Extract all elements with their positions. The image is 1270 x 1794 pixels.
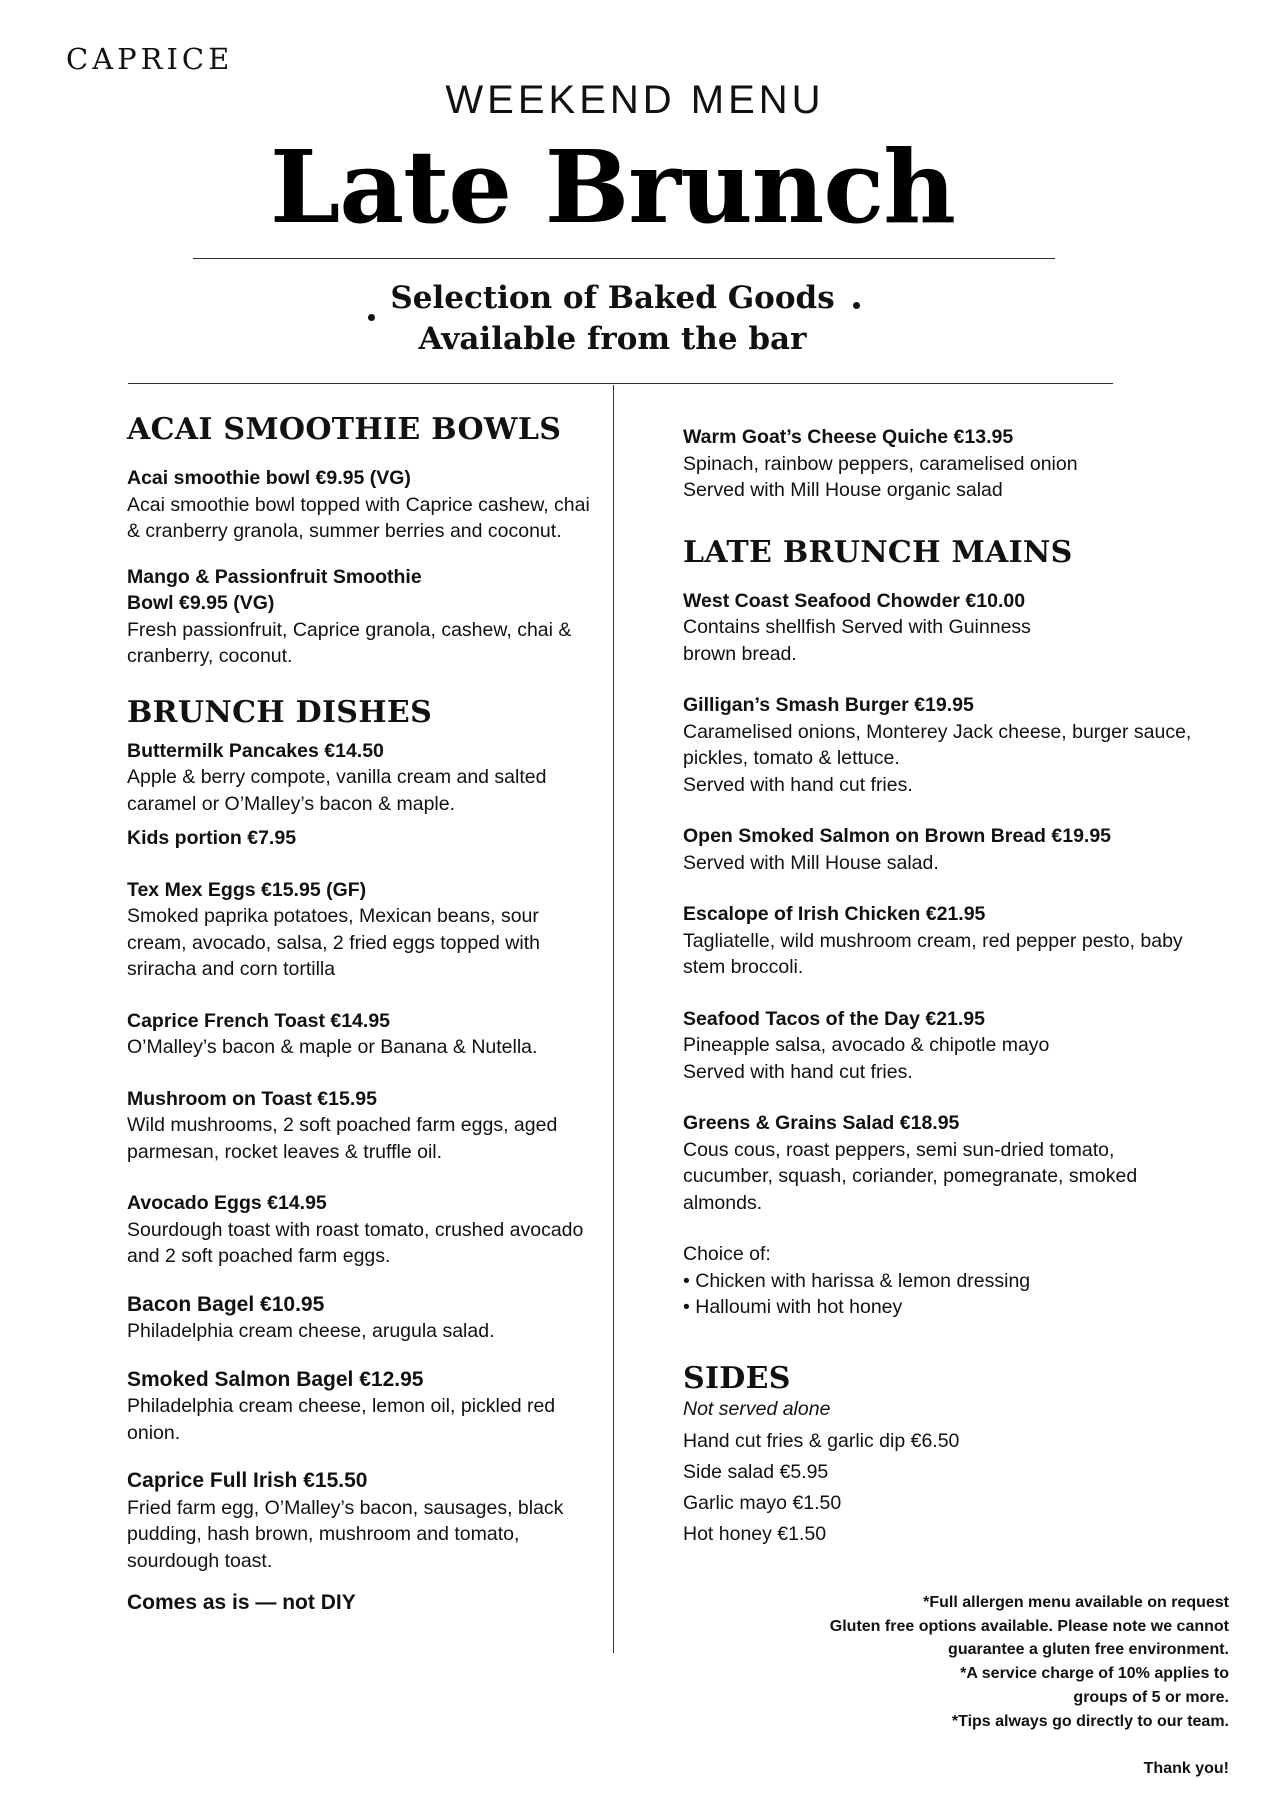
bullet-dot-right bbox=[853, 302, 860, 309]
gluten-note: guarantee a gluten free environment. bbox=[948, 1641, 1229, 1659]
item-description: Served with hand cut fries. bbox=[683, 773, 913, 796]
item-name: Caprice French Toast €14.95 bbox=[127, 1009, 391, 1032]
right-column bbox=[683, 424, 1193, 1550]
item-description: Served with Mill House organic salad bbox=[683, 479, 1003, 501]
thank-you: Thank you! bbox=[1143, 1760, 1229, 1778]
item-description: Apple & berry compote, vanilla cream and salted caramel or O’Malley’s bacon & maple. bbox=[127, 766, 547, 815]
section-heading-brunch: BRUNCH DISHES bbox=[127, 694, 433, 730]
item-name: Bacon Bagel €10.95 bbox=[127, 1292, 325, 1316]
left-column bbox=[127, 412, 597, 1617]
item-description: Spinach, rainbow peppers, caramelised onion bbox=[683, 452, 1078, 475]
menu-item-quiche bbox=[683, 424, 1193, 504]
item-description: Fresh passionfruit, Caprice granola, cashew, chai & cranberry, coconut. bbox=[127, 618, 572, 667]
item-name: Greens & Grains Salad €18.95 bbox=[683, 1112, 960, 1134]
choice-option: • Halloumi with hot honey bbox=[683, 1296, 903, 1318]
footer-notes bbox=[709, 1591, 1229, 1781]
menu-item-tacos bbox=[683, 1006, 1193, 1086]
item-name: Bowl €9.95 (VG) bbox=[127, 592, 275, 614]
item-name: West Coast Seafood Chowder €10.00 bbox=[683, 589, 1026, 612]
tips-note: *Tips always go directly to our team. bbox=[951, 1712, 1229, 1730]
menu-item-acai-bowl bbox=[127, 465, 597, 545]
service-charge-note: groups of 5 or more. bbox=[1073, 1688, 1229, 1706]
menu-item-bacon-bagel bbox=[127, 1292, 597, 1345]
item-name: Caprice Full Irish €15.50 bbox=[127, 1469, 368, 1492]
menu-item-french-toast bbox=[127, 1008, 597, 1061]
item-name: Smoked Salmon Bagel €12.95 bbox=[127, 1367, 424, 1391]
full-irish-note: Comes as is — not DIY bbox=[127, 1591, 356, 1614]
item-name: Avocado Eggs €14.95 bbox=[127, 1192, 327, 1214]
side-item: Hot honey €1.50 bbox=[683, 1523, 827, 1545]
choice-option: • Chicken with harissa & lemon dressing bbox=[683, 1269, 1031, 1292]
menu-item-burger bbox=[683, 692, 1193, 798]
kids-portion: Kids portion €7.95 bbox=[127, 827, 297, 849]
item-name: Tex Mex Eggs €15.95 (GF) bbox=[127, 878, 367, 901]
section-heading-acai: ACAI SMOOTHIE BOWLS bbox=[127, 412, 562, 447]
item-description: Contains shellfish Served with Guinness brown bread. bbox=[683, 616, 1031, 665]
column-divider bbox=[613, 385, 614, 1653]
item-name: Warm Goat’s Cheese Quiche €13.95 bbox=[683, 426, 1014, 448]
side-item: Hand cut fries & garlic dip €6.50 bbox=[683, 1430, 960, 1452]
sides-note: Not served alone bbox=[683, 1397, 831, 1420]
item-description: Cous cous, roast peppers, semi sun-dried tomato, cucumber, squash, coriander, pomegranate, smoked almonds. bbox=[683, 1138, 1138, 1214]
item-name: Mango & Passionfruit Smoothie bbox=[127, 565, 422, 588]
salad-choice-list bbox=[683, 1241, 1193, 1321]
item-name: Escalope of Irish Chicken €21.95 bbox=[683, 903, 986, 925]
divider bbox=[128, 383, 1113, 384]
side-item: Side salad €5.95 bbox=[683, 1461, 829, 1483]
side-item: Garlic mayo €1.50 bbox=[683, 1492, 842, 1514]
item-description: Acai smoothie bowl topped with Caprice cashew, chai & cranberry granola, summer berries and coconut. bbox=[127, 493, 590, 542]
item-name: Buttermilk Pancakes €14.50 bbox=[127, 739, 384, 762]
baked-goods-note bbox=[0, 278, 1225, 360]
item-name: Seafood Tacos of the Day €21.95 bbox=[683, 1007, 985, 1030]
item-description: Caramelised onions, Monterey Jack cheese, burger sauce, pickles, tomato & lettuce. bbox=[683, 720, 1192, 769]
item-name: Acai smoothie bowl €9.95 (VG) bbox=[127, 467, 411, 489]
menu-item-full-irish bbox=[127, 1468, 597, 1574]
item-description: Tagliatelle, wild mushroom cream, red pepper pesto, baby stem broccoli. bbox=[683, 929, 1183, 978]
brand-logo: CAPRICE bbox=[66, 42, 234, 76]
menu-item-mango-bowl bbox=[127, 564, 597, 670]
item-description: Pineapple salsa, avocado & chipotle mayo bbox=[683, 1034, 1050, 1056]
item-name: Gilligan’s Smash Burger €19.95 bbox=[683, 694, 974, 716]
menu-item-chowder bbox=[683, 588, 1193, 668]
menu-item-greens-salad bbox=[683, 1110, 1193, 1216]
section-heading-mains: LATE BRUNCH MAINS bbox=[683, 534, 1073, 570]
menu-item-mushroom bbox=[127, 1086, 597, 1166]
divider bbox=[193, 258, 1055, 259]
service-charge-note: *A service charge of 10% applies to bbox=[960, 1665, 1229, 1683]
choice-label: Choice of: bbox=[683, 1243, 771, 1265]
gluten-note: Gluten free options available. Please note we cannot bbox=[829, 1617, 1229, 1635]
sides-list bbox=[683, 1426, 1193, 1550]
item-description: O’Malley’s bacon & maple or Banana & Nutella. bbox=[127, 1036, 538, 1058]
item-description: Philadelphia cream cheese, lemon oil, pickled red onion. bbox=[127, 1395, 556, 1444]
item-description: Fried farm egg, O’Malley’s bacon, sausages, black pudding, hash brown, mushroom and tomato, sourdough toast. bbox=[127, 1496, 564, 1572]
baked-goods-line2: Available from the bar bbox=[418, 321, 807, 357]
item-description: Served with Mill House salad. bbox=[683, 851, 939, 874]
menu-item-pancakes bbox=[127, 738, 597, 852]
item-description: Sourdough toast with roast tomato, crushed avocado and 2 soft poached farm eggs. bbox=[127, 1218, 584, 1267]
menu-item-salmon-bagel bbox=[127, 1367, 597, 1447]
item-description: Smoked paprika potatoes, Mexican beans, sour cream, avocado, salsa, 2 fried eggs topped with sriracha and corn tortilla bbox=[127, 905, 540, 980]
menu-kicker: WEEKEND MENU bbox=[445, 78, 825, 122]
item-description: Wild mushrooms, 2 soft poached farm eggs, aged parmesan, rocket leaves & truffle oil. bbox=[127, 1114, 558, 1163]
bullet-dot-left bbox=[368, 314, 375, 321]
page-title: Late Brunch bbox=[270, 128, 955, 246]
menu-item-smoked-salmon bbox=[683, 823, 1193, 876]
item-name: Mushroom on Toast €15.95 bbox=[127, 1087, 377, 1110]
section-heading-sides: SIDES bbox=[683, 1360, 791, 1396]
menu-item-chicken bbox=[683, 901, 1193, 981]
menu-item-avocado bbox=[127, 1190, 597, 1270]
item-name: Open Smoked Salmon on Brown Bread €19.95 bbox=[683, 825, 1112, 847]
item-description: Served with hand cut fries. bbox=[683, 1060, 913, 1083]
baked-goods-line1: Selection of Baked Goods bbox=[390, 280, 835, 316]
allergen-note: *Full allergen menu available on request bbox=[923, 1594, 1229, 1611]
item-description: Philadelphia cream cheese, arugula salad. bbox=[127, 1320, 495, 1342]
menu-item-tex-mex bbox=[127, 877, 597, 983]
